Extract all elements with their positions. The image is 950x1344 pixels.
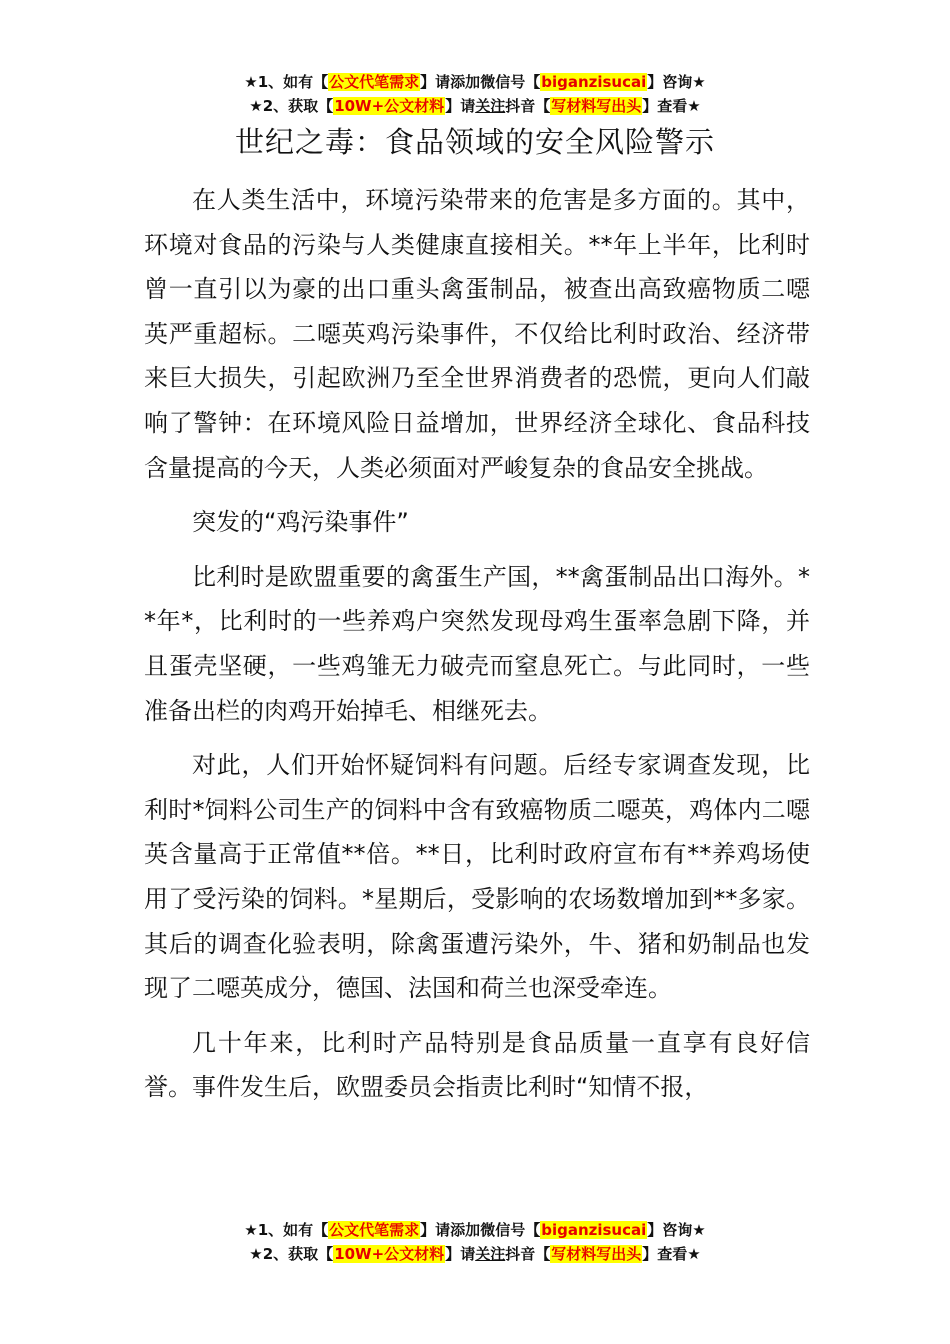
banner-line-2: ★2、获取【10W+公文材料】请关注抖音【写材料写出头】查看★ bbox=[249, 1245, 701, 1263]
banner-highlight-douyin-name: 写材料写出头 bbox=[551, 1245, 642, 1263]
document-body bbox=[144, 178, 810, 1120]
document-title: 世纪之毒：食品领域的安全风险警示 bbox=[234, 125, 715, 159]
banner-underlined-follow: 关注 bbox=[475, 97, 506, 115]
paragraph-background: 比利时是欧盟重要的禽蛋生产国，**禽蛋制品出口海外。**年*，比利时的一些养鸡户突然发现母鸡生蛋率急剧下降，并且蛋壳坚硬，一些鸡雏无力破壳而窒息死亡。与此同时，一些准备出栏的肉鸡开始掉毛、相继死去。 bbox=[144, 562, 810, 725]
banner-highlight-douyin-name: 写材料写出头 bbox=[551, 97, 642, 115]
paragraph-investigation: 对此，人们开始怀疑饲料有问题。后经专家调查发现，比利时*饲料公司生产的饲料中含有致癌物质二噁英，鸡体内二噁英含量高于正常值**倍。**日，比利时政府宣布有**养鸡场使用了受污染的饲料。*星期后，受影响的农场数增加到**多家。其后的调查化验表明，除禽蛋遭污染外，牛、猪和奶制品也发现了二噁英成分，德国、法国和荷兰也深受牵连。 bbox=[144, 751, 810, 1003]
header-banner bbox=[0, 70, 950, 118]
banner-highlight-wechat-id: biganzisucai bbox=[541, 1221, 647, 1239]
section-heading: 突发的“鸡污染事件” bbox=[192, 508, 409, 537]
banner-highlight-service: 公文代笔需求 bbox=[329, 73, 420, 91]
footer-banner bbox=[0, 1218, 950, 1266]
banner-highlight-materials: 10W+公文材料 bbox=[334, 1245, 445, 1263]
banner-line-1: ★1、如有【公文代笔需求】请添加微信号【biganzisucai】咨询★ bbox=[244, 1221, 706, 1239]
paragraph-reputation: 几十年来，比利时产品特别是食品质量一直享有良好信誉。事件发生后，欧盟委员会指责比利时“知情不报， bbox=[144, 1028, 810, 1102]
paragraph-intro: 在人类生活中，环境污染带来的危害是多方面的。其中，环境对食品的污染与人类健康直接相关。**年上半年，比利时曾一直引以为豪的出口重头禽蛋制品，被查出高致癌物质二噁英严重超标。二噁英鸡污染事件，不仅给比利时政治、经济带来巨大损失，引起欧洲乃至全世界消费者的恐慌，更向人们敲响了警钟：在环境风险日益增加，世界经济全球化、食品科技含量提高的今天，人类必须面对严峻复杂的食品安全挑战。 bbox=[144, 186, 810, 482]
banner-highlight-materials: 10W+公文材料 bbox=[334, 97, 445, 115]
banner-line-2: ★2、获取【10W+公文材料】请关注抖音【写材料写出头】查看★ bbox=[249, 97, 701, 115]
banner-highlight-wechat-id: biganzisucai bbox=[541, 73, 647, 91]
banner-underlined-follow: 关注 bbox=[475, 1245, 506, 1263]
banner-line-1: ★1、如有【公文代笔需求】请添加微信号【biganzisucai】咨询★ bbox=[244, 73, 706, 91]
banner-highlight-service: 公文代笔需求 bbox=[329, 1221, 420, 1239]
